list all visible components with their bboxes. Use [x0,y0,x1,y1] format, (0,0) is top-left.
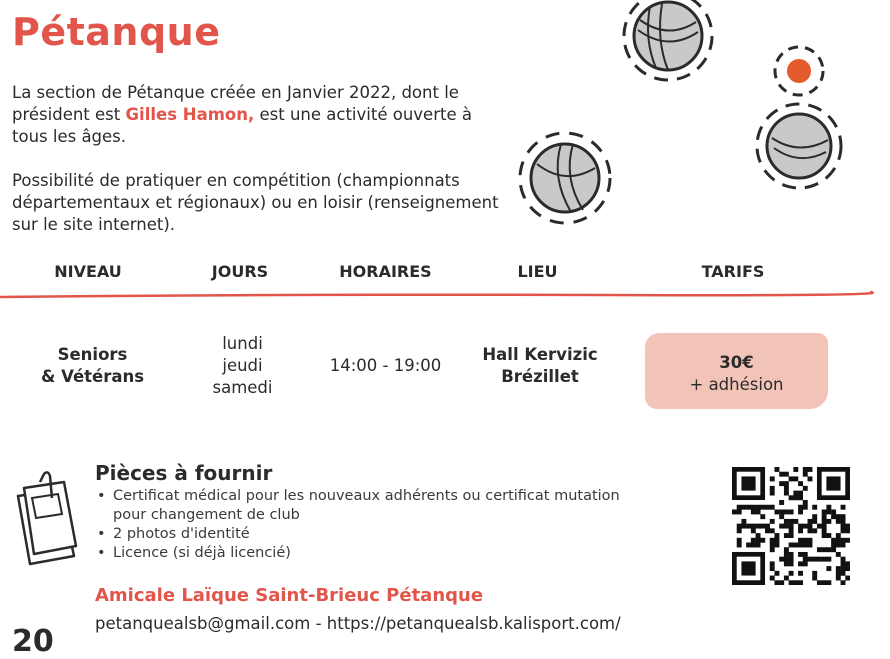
lieu-line-2: Brézillet [501,367,579,386]
qr-code[interactable] [732,467,850,585]
intro-text-after: est une activité ouverte à tous les âges. [12,105,472,146]
boule-icon [515,128,615,228]
boule-icon [610,0,725,88]
list-item: • Licence (si déjà licencié) [95,544,625,563]
lieu-line-1: Hall Kervizic [482,345,598,364]
intro-paragraph-2: Possibilité de pratiquer en compétition (championnats départementaux et régionaux) ou en loisir (renseignement sur le site internet). [12,171,499,234]
niveau-line-1: Seniors [57,345,128,364]
pieces-list [95,487,625,563]
cell-tarifs [645,352,828,396]
intro-text-before: La section de Pétanque créée en Janvier 2022, dont le président est [12,83,459,124]
tarif-price: 30€ [719,353,754,372]
contact-link[interactable]: petanquealsb@gmail.com - https://petanquealsb.kalisport.com/ [95,614,621,633]
list-item: • Certificat médical pour les nouveaux adhérents ou certificat mutation pour changement de club [95,487,625,525]
niveau-line-2: & Vétérans [40,367,145,386]
jour-line-1: lundi [222,334,263,353]
header-lieu: LIEU [517,262,558,281]
intro-paragraph-1 [12,82,512,148]
jour-line-2: jeudi [222,356,263,375]
cell-niveau [25,344,160,388]
boule-icon [752,98,847,193]
header-horaires: HORAIRES [339,262,432,281]
list-item: • 2 photos d'identité [95,525,625,544]
table-divider [0,290,890,300]
header-niveau: NIVEAU [54,262,122,281]
page-number: 20 [12,624,54,659]
cell-lieu [470,344,610,388]
president-name: Gilles Hamon, [125,105,255,124]
cochonnet-icon [768,40,830,102]
pieces-title: Pièces à fournir [95,461,273,485]
header-tarifs: TARIFS [701,262,765,281]
cell-horaires: 14:00 - 19:00 [329,356,442,375]
jour-line-3: samedi [212,378,273,397]
clipboard-icon [10,468,82,568]
org-name: Amicale Laïque Saint-Brieuc Pétanque [95,585,484,606]
tarif-note: + adhésion [689,375,784,394]
page-title: Pétanque [12,10,221,54]
cell-jours [185,333,300,399]
header-jours: JOURS [211,262,269,281]
